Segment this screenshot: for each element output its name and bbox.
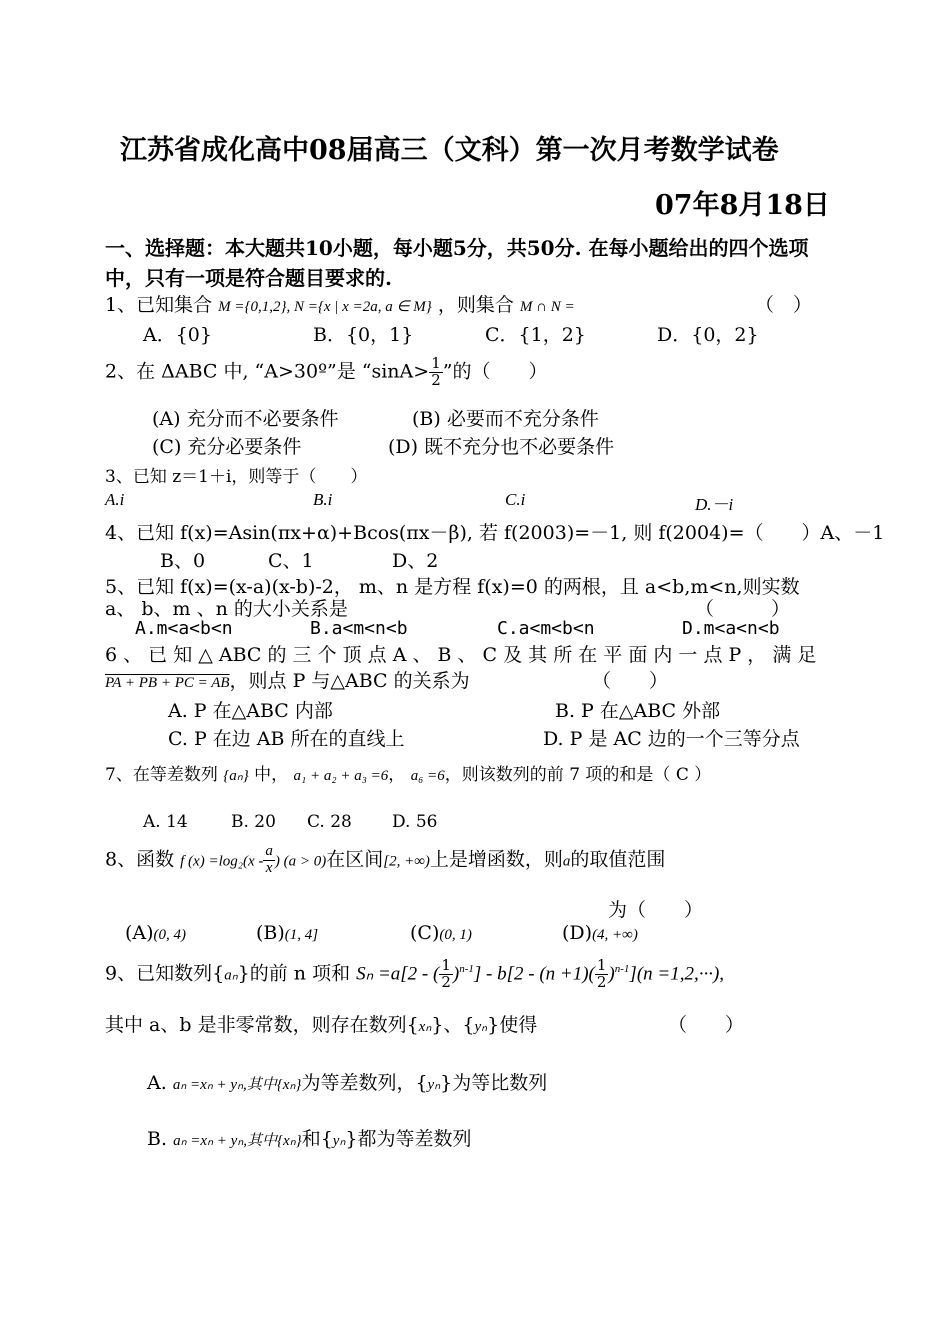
q9-sum-formula: Sₙ =a[2 - ( — [356, 963, 440, 985]
q9-half-1: $\frac{1}{2}$ — [441, 956, 451, 991]
q5-line-2: a、 b、m 、n 的大小关系是 — [105, 598, 348, 620]
q7-condition-2: a₆ =6 — [410, 768, 445, 784]
q8-tail2: 上是增函数，则 — [429, 848, 563, 871]
q7-mid: 中， — [254, 765, 289, 785]
q8-variable: a — [562, 853, 571, 870]
q5-answer-paren: （ ） — [695, 598, 791, 620]
q5-option-c: C.a<m<b<n — [497, 618, 595, 639]
q9-answer-paren: （ ） — [668, 1014, 745, 1036]
q6-line-2 — [105, 666, 470, 693]
q9-sum-formula-mid: ] - b[2 - (n +1)( — [473, 963, 595, 985]
q3-option-c: C.i — [505, 490, 526, 509]
q9-option-a-math: aₙ =xₙ + yₙ,其中{xₙ} — [172, 1077, 302, 1093]
q8-fraction: $\frac{a}{x}$ — [265, 843, 273, 876]
q6-vector-equation: PA + PB + PC = AB — [105, 675, 230, 691]
q8-condition: ) (a > 0) — [274, 853, 327, 870]
q7-option-b: B. 20 — [231, 812, 276, 832]
q1-option-c: C．{1，2} — [485, 324, 586, 346]
q3-option-a: A.i — [105, 490, 125, 509]
q1-option-d: D．{0，2} — [657, 324, 759, 346]
q8-option-c: (C)(0, 1) — [410, 922, 472, 944]
q9-exponent-2: n-1 — [614, 962, 630, 975]
q2-option-a: (A) 充分而不必要条件 — [152, 408, 339, 430]
q9-exponent-1: n-1 — [459, 962, 474, 975]
q9-option-b: B. aₙ =xₙ + yₙ,其中{xₙ}和{yₙ}都为等差数列 — [147, 1128, 472, 1150]
q1-option-b: B．{0，1} — [313, 324, 414, 346]
page-title: 江苏省成化高中08届高三（文科）第一次月考数学试卷 — [120, 135, 779, 166]
q1-answer-paren: （ ） — [755, 294, 813, 316]
question-8 — [105, 844, 665, 877]
q9-half-2: $\frac{1}{2}$ — [596, 956, 607, 991]
q9-an: aₙ — [224, 967, 238, 984]
q5-option-a: A.m<a<b<n — [135, 618, 233, 639]
q9-line-2: 其中 a、b 是非零常数，则存在数列{xₙ}、{yₙ}使得 — [105, 1014, 538, 1036]
q5-option-d: D.m<a<n<b — [682, 618, 780, 639]
question-2 — [105, 356, 547, 389]
section-heading-cont: 中，只有一项是符合题目要求的. — [105, 266, 392, 290]
q9-yn: yₙ — [474, 1019, 488, 1035]
q2-tail: ”的（ ） — [442, 360, 548, 383]
q6-option-b: B. P 在△ABC 外部 — [555, 700, 721, 722]
q3-option-b: B.i — [313, 490, 333, 509]
q9-stem: 9、已知数列{ — [105, 962, 225, 985]
q7-condition-1: a₁ + a₂ + a₃ =6 — [293, 768, 389, 784]
q6-option-d: D. P 是 AC 边的一个三等分点 — [543, 728, 800, 750]
q8-option-b: (B)(1, 4] — [256, 922, 319, 944]
q4-option-b: B、0 — [160, 550, 206, 572]
q6-option-a: A. P 在△ABC 内部 — [168, 700, 333, 722]
q1-tail: ，则集合 — [437, 294, 514, 316]
q9-mid: }的前 n 项和 — [237, 962, 351, 985]
q5-option-b: B.a<m<n<b — [310, 618, 408, 639]
q1-set-definition: M ={0,1,2}, N ={x | x =2a, a ∈ M} — [218, 299, 432, 315]
q2-fraction: $\frac{1}{2}$ — [431, 354, 441, 389]
q8-option-d: (D)(4, +∞) — [562, 922, 638, 944]
q1-stem: 1、已知集合 — [105, 294, 213, 316]
question-5: 5、已知 f(x)=(x-a)(x-b)-2， m、n 是方程 f(x)=0 的两根，且 a<b,m<n,则实数 — [105, 576, 800, 598]
q9-option-b-math: aₙ =xₙ + yₙ,其中{xₙ} — [173, 1133, 302, 1149]
q2-option-d: (D) 既不充分也不必要条件 — [388, 436, 615, 458]
q6-answer-paren: （ ） — [592, 670, 669, 692]
q8-tail: 在区间 — [326, 848, 384, 871]
question-3: 3、已知 z＝1＋i，则等于（ ） — [105, 467, 368, 487]
q9-sum-formula-end: ](n =1,2,···), — [629, 963, 725, 985]
question-7: 7、在等差数列 {aₙ} 中， a₁ + a₂ + a₃ =6， a₆ =6，则该数列的前 7 项的和是（ C ） — [105, 765, 712, 785]
section-heading: 一、选择题：本大题共10小题，每小题5分，共50分. 在每小题给出的四个选项 — [105, 236, 809, 260]
q9-xn: xₙ — [418, 1019, 432, 1035]
question-1 — [105, 290, 575, 317]
q2-stem: 2、在 ΔABC 中, “A>30º”是 “sinA> — [105, 360, 430, 383]
q8-function: f (x) =log₂(x - — [180, 853, 264, 870]
q7-stem: 7、在等差数列 — [105, 765, 218, 785]
q1-option-a: A．{0} — [143, 324, 212, 346]
q6-tail: ，则点 P 与△ABC 的关系为 — [229, 670, 470, 692]
q6-option-c: C. P 在边 AB 所在的直线上 — [168, 728, 405, 750]
q8-interval: [2, +∞) — [383, 853, 430, 870]
question-4: 4、已知 f(x)=Asin(πx+α)+Bcos(πx－β), 若 f(2003)=－1, 则 f(2004)=（ ）A、－1 — [105, 522, 885, 544]
q7-tail: ，则该数列的前 7 项的和是（ C ） — [444, 765, 712, 785]
q2-option-c: (C) 充分必要条件 — [152, 436, 302, 458]
q8-option-a: (A)(0, 4) — [125, 922, 187, 944]
q4-option-c: C、1 — [268, 550, 314, 572]
q8-tail3: 的取值范围 — [570, 848, 666, 871]
q8-stem: 8、函数 — [105, 848, 175, 871]
question-9: 9、已知数列{aₙ}的前 n 项和 Sₙ =a[2 - ( $\frac{1}{2}$ )$^{n-1}$] - b[2 - (n +1)( $\frac{1}{2}$ )$^{n-1}$](n =1,2,···), — [105, 956, 725, 991]
q7-option-d: D. 56 — [392, 812, 438, 832]
q7-sequence: {aₙ} — [223, 768, 249, 784]
q2-option-b: (B) 必要而不充分条件 — [412, 408, 599, 430]
q7-option-c: C. 28 — [307, 812, 352, 832]
q9-option-a: A. aₙ =xₙ + yₙ,其中{xₙ}为等差数列，{yₙ}为等比数列 — [147, 1072, 548, 1094]
q7-option-a: A. 14 — [143, 812, 188, 832]
question-6: 6 、 已 知 △ ABC 的 三 个 顶 点 A 、 B 、 C 及 其 所 在 平 面 内 一 点 P ， 满 足 — [105, 644, 817, 666]
q8-line-2: 为（ ） — [608, 899, 704, 921]
q1-intersection: M ∩ N = — [519, 299, 575, 315]
q4-option-d: D、2 — [392, 550, 439, 572]
q3-option-d: D.－i — [695, 495, 734, 514]
exam-date: 07年8月18日 — [655, 190, 830, 221]
